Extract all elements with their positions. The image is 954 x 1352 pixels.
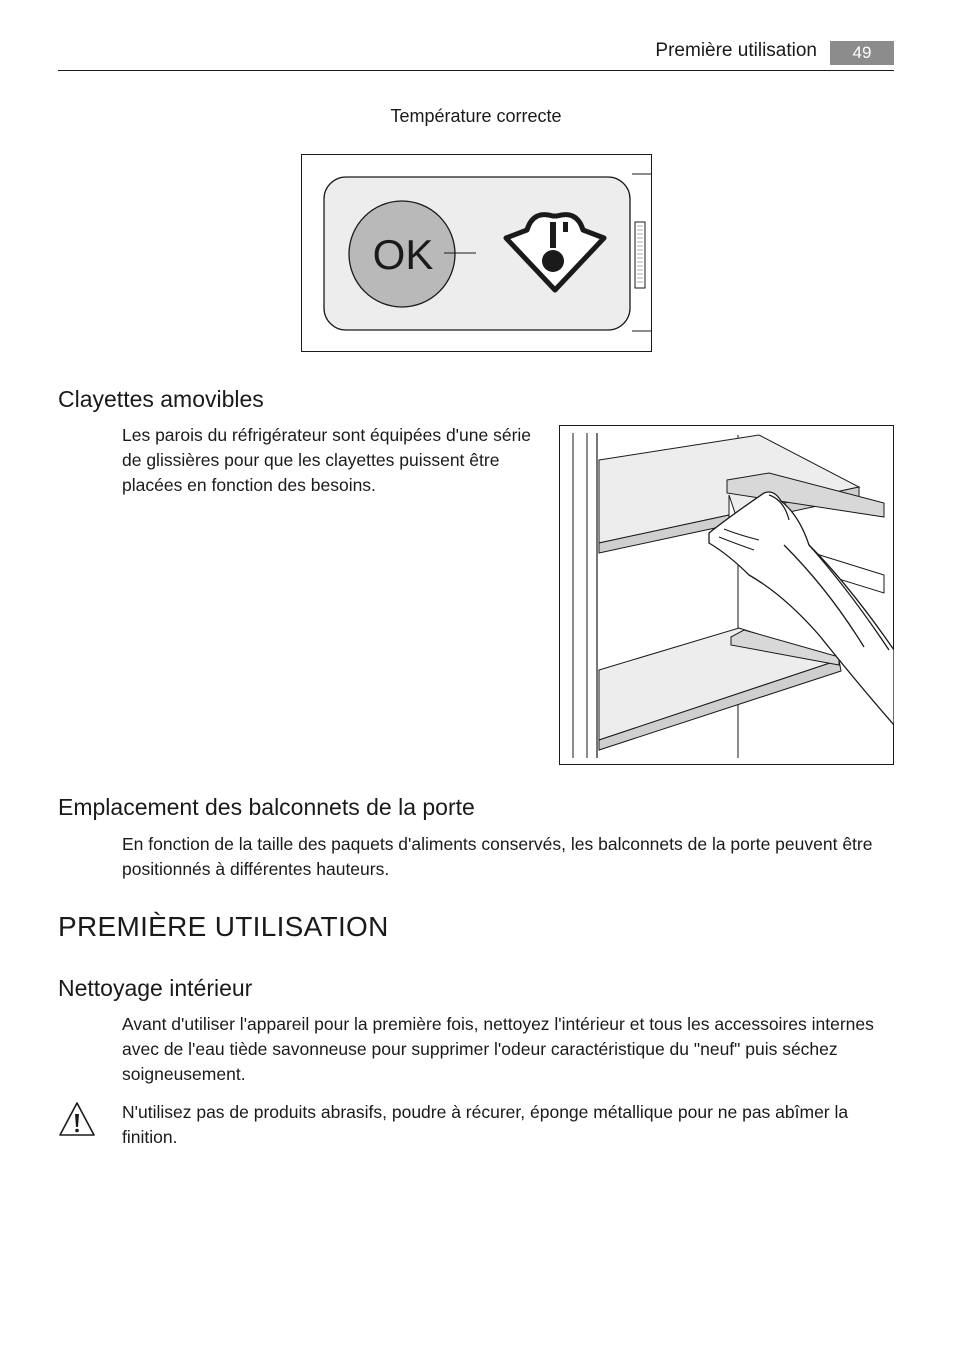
warning-text: N'utilisez pas de produits abrasifs, poudre à récurer, éponge métallique pour ne pas abîmer la finition.: [122, 1102, 849, 1147]
section-heading-clayettes: Clayettes amovibles: [58, 386, 264, 412]
chapter-title: PREMIÈRE UTILISATION: [58, 911, 389, 942]
balconnets-text: En fonction de la taille des paquets d'aliments conservés, les balconnets de la porte peuvent être positionnés à différentes hauteurs.: [122, 834, 873, 879]
clayettes-text: Les parois du réfrigérateur sont équipées d'une série de glissières pour que les clayettes puissent être placées en fonction des besoins.: [122, 425, 532, 495]
warning-triangle-icon: [58, 1101, 96, 1137]
running-header-section: Première utilisation: [655, 40, 817, 61]
header-rule: [58, 70, 894, 71]
nettoyage-text: Avant d'utiliser l'appareil pour la première fois, nettoyez l'intérieur et tous les accessoires internes avec de l'eau tiède savonneuse pour supprimer l'odeur caractéristique du "neuf" puis séchez soigneusement.: [122, 1014, 874, 1084]
ok-label: OK: [372, 231, 434, 278]
section-heading-balconnets: Emplacement des balconnets de la porte: [58, 794, 475, 820]
figure-caption: Température correcte: [390, 106, 562, 126]
temperature-indicator-figure: [301, 154, 652, 352]
page-number: 49: [830, 41, 894, 65]
shelf-illustration: [559, 425, 894, 765]
section-heading-nettoyage: Nettoyage intérieur: [58, 975, 253, 1001]
